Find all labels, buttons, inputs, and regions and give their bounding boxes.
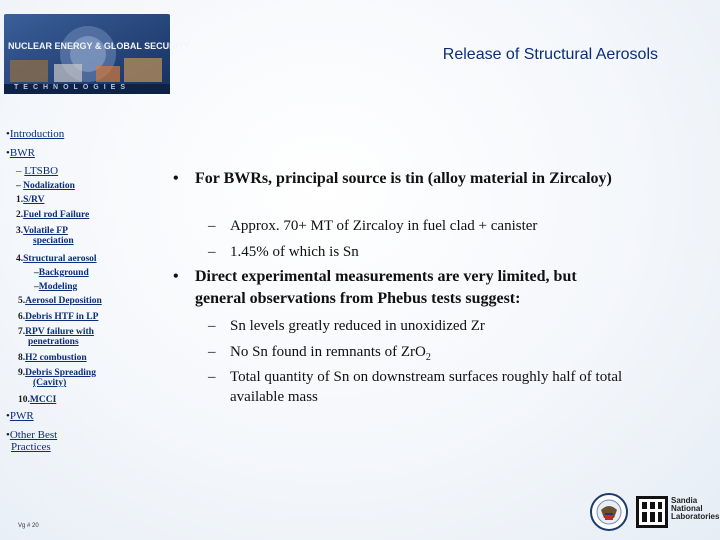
sidebar-link[interactable]: Background	[38, 268, 89, 278]
sidebar-link[interactable]: Other Best	[9, 429, 58, 441]
org-line: National	[671, 504, 703, 513]
bullet-text: 1.45% of which is Sn	[230, 244, 359, 260]
sidebar-link[interactable]: BWR	[9, 147, 35, 159]
logo-text-top: NUCLEAR ENERGY & GLOBAL SECURITY	[8, 41, 190, 51]
sidebar-link[interactable]: MCCI	[29, 395, 57, 405]
dash-marker: –	[208, 369, 216, 385]
sidebar-item-structural-aerosol[interactable]	[16, 254, 97, 264]
bullet-text: Sn levels greatly reduced in unoxidized Zr	[230, 318, 485, 334]
sidebar-link[interactable]: Structural aerosol	[23, 254, 97, 264]
number-marker: 3.	[16, 226, 24, 236]
dash-marker: –	[208, 318, 216, 334]
org-line: Laboratories	[671, 512, 720, 521]
subscript: 2	[425, 352, 431, 363]
sidebar-link[interactable]: Debris Spreading	[25, 368, 96, 378]
sidebar-link-continuation[interactable]: speciation	[33, 236, 74, 246]
bullet-text	[230, 342, 628, 368]
number-marker: 9.	[18, 368, 26, 378]
sidebar-item-volatile-fp[interactable]	[16, 226, 74, 246]
bullet-text: For BWRs, principal source is tin (alloy material in Zircaloy)	[195, 170, 612, 187]
bullet-2	[175, 266, 615, 310]
sidebar-link-continuation[interactable]: (Cavity)	[33, 378, 67, 388]
sidebar-link[interactable]: Introduction	[9, 128, 65, 140]
number-marker: 1.	[16, 195, 24, 205]
dash-marker: –	[34, 268, 39, 278]
doe-seal-icon	[590, 493, 628, 531]
sidebar-link[interactable]: Fuel rod Failure	[23, 210, 90, 220]
sidebar-link[interactable]: LTSBO	[24, 165, 59, 177]
bullet-text: Approx. 70+ MT of Zircaloy in fuel clad + canister	[230, 218, 538, 234]
sidebar-link[interactable]: RPV failure with	[25, 327, 94, 337]
bullet-marker: •	[173, 170, 179, 187]
sidebar-item-debris-htf[interactable]	[18, 312, 98, 322]
bullet-2-sub-1	[208, 316, 628, 336]
sidebar-item-pwr[interactable]	[6, 410, 34, 422]
sidebar-link[interactable]: Modeling	[38, 282, 78, 292]
sandia-wordmark	[671, 497, 719, 521]
sidebar-item-fuel-rod-failure[interactable]	[16, 210, 89, 220]
number-marker: 2.	[16, 210, 24, 220]
sidebar-item-background[interactable]	[34, 268, 89, 278]
bullet-marker: •	[6, 410, 10, 422]
sidebar-link[interactable]: PWR	[9, 410, 34, 422]
sidebar-link[interactable]: Aerosol Deposition	[25, 296, 102, 306]
bullet-text-main: No Sn found in remnants of ZrO	[230, 344, 426, 360]
number-marker: 6.	[18, 312, 26, 322]
number-marker: 5.	[18, 296, 26, 306]
number-marker: 7.	[18, 327, 26, 337]
sidebar-item-rpv-failure[interactable]	[18, 327, 94, 347]
dash-marker: –	[208, 344, 216, 360]
sidebar-item-other-best-practices[interactable]	[6, 429, 57, 453]
sidebar-item-srv[interactable]	[16, 195, 44, 205]
bullet-1-sub-1	[208, 216, 628, 236]
sidebar-item-ltsbo[interactable]	[16, 165, 58, 177]
sidebar-item-nodalization[interactable]	[16, 181, 75, 191]
sidebar-link-continuation[interactable]: Practices	[11, 441, 51, 453]
bullet-marker: •	[173, 268, 179, 285]
dash-marker: –	[16, 165, 22, 177]
sidebar-link[interactable]: H2 combustion	[25, 353, 87, 363]
number-marker: 10.	[18, 395, 30, 405]
sidebar-item-h2-combustion[interactable]	[18, 353, 87, 363]
bullet-marker: •	[6, 429, 10, 441]
sidebar-link[interactable]: S/RV	[23, 195, 45, 205]
dash-marker: –	[208, 244, 216, 260]
bullet-text: Total quantity of Sn on downstream surfaces roughly half of total available mass	[230, 369, 623, 405]
number-marker: 4.	[16, 254, 24, 264]
sidebar-link[interactable]: Nodalization	[23, 181, 75, 191]
bullet-1-sub-2	[208, 242, 628, 262]
sidebar-item-debris-spreading[interactable]	[18, 368, 96, 388]
sidebar-item-aerosol-deposition[interactable]	[18, 296, 102, 306]
number-marker: 8.	[18, 353, 26, 363]
sidebar-link[interactable]: Volatile FP	[23, 226, 68, 236]
bullet-marker: •	[6, 128, 10, 140]
bullet-2-sub-2	[208, 342, 628, 368]
bullet-2-sub-3	[208, 367, 628, 407]
slide-title: Release of Structural Aerosols	[442, 46, 658, 63]
dash-marker: –	[16, 181, 21, 191]
bullet-marker: •	[6, 147, 10, 159]
dash-marker: –	[34, 282, 39, 292]
bullet-1	[175, 168, 615, 190]
bullet-text: Direct experimental measurements are very limited, but general observations from Phebus tests suggest:	[195, 268, 577, 307]
dash-marker: –	[208, 218, 216, 234]
sandia-logo-icon	[636, 496, 668, 528]
sidebar-link-continuation[interactable]: penetrations	[28, 337, 79, 347]
sidebar-link[interactable]: Debris HTF in LP	[25, 312, 99, 322]
logo-text-bottom: TECHNOLOGIES	[14, 84, 131, 91]
org-line: Sandia	[671, 496, 698, 505]
sidebar-item-modeling[interactable]	[34, 282, 77, 292]
nuclear-energy-logo	[4, 8, 190, 100]
page-number: Vg # 20	[18, 523, 39, 529]
sidebar-item-bwr[interactable]	[6, 147, 35, 159]
sidebar-item-mcci[interactable]	[18, 395, 56, 405]
sidebar-item-introduction[interactable]	[6, 128, 64, 140]
